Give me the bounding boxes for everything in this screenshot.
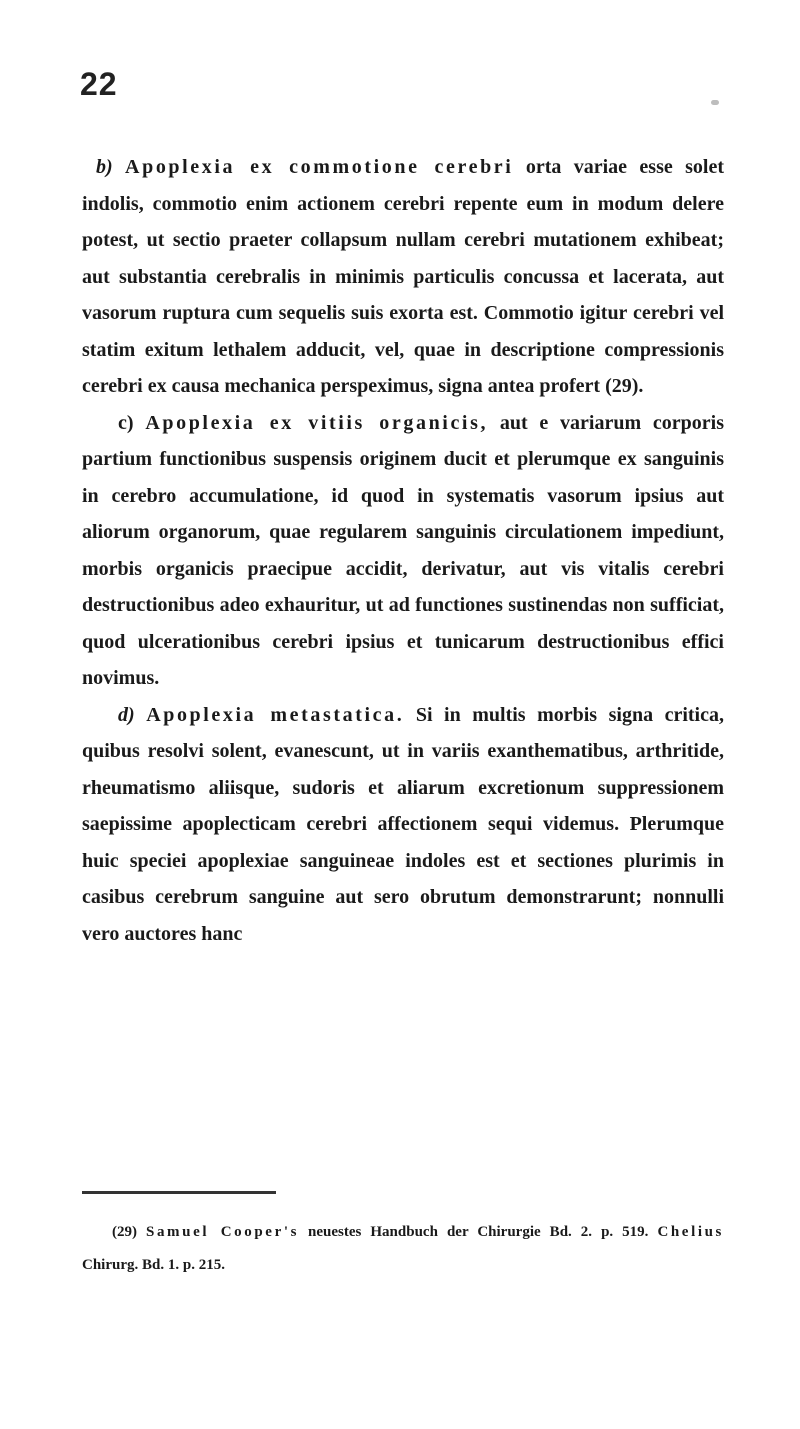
paragraph-c-text: aut e variarum corporis partium functionibus suspensis originem ducit et plerumque ex sanguinis in cerebro accumulatione, id quod in systematis vasorum ipsius aut aliorum organorum, quae regularem sanguinis circulationem impediunt, morbis organicis praecipue accidit, derivatur, aut vis vitalis cerebri destructionibus adeo exhauritur, ut ad functiones sustinendas non sufficiat, quod ulcerationibus cerebri ipsius et tunicarum destructionibus effici novimus. bbox=[82, 411, 725, 689]
footnote-author-chelius: Chelius bbox=[657, 1224, 724, 1240]
footnote bbox=[82, 1216, 724, 1282]
footnote-citation-chelius: Chirurg. Bd. 1. p. 215. bbox=[82, 1257, 225, 1273]
item-letter-c: c) bbox=[118, 411, 134, 434]
paragraph-b bbox=[82, 149, 724, 405]
section-heading-c: Apoplexia ex vitiis organicis, bbox=[145, 411, 489, 434]
footnote-divider bbox=[82, 1191, 276, 1194]
main-text bbox=[82, 149, 724, 952]
footnote-author-cooper: Samuel Cooper's bbox=[146, 1224, 300, 1240]
footnote-marker: (29) bbox=[112, 1224, 137, 1240]
section-heading-b: Apoplexia ex commotione cerebri bbox=[125, 156, 514, 178]
footnote-29 bbox=[82, 1216, 724, 1282]
page-number: 22 bbox=[80, 66, 118, 102]
paragraph-b-text: orta variae esse solet indolis, commotio enim actionem cerebri repente eum in modum delere potest, ut sectio praeter collapsum nullam cerebri mutationem exhibeat; aut substantia cerebralis in minimis particulis concussa et lacerata, aut vasorum ruptura cum sequelis suis exorta est. Commotio igitur cerebri vel statim exitum lethalem adducit, vel, quae in descriptione compressionis cerebri ex causa mechanica perspeximus, signa antea profert (29). bbox=[82, 156, 724, 397]
item-letter-d: d) bbox=[118, 703, 135, 726]
section-heading-d: Apoplexia metastatica. bbox=[146, 703, 405, 726]
item-letter-b: b) bbox=[96, 156, 113, 178]
paragraph-d bbox=[82, 697, 724, 953]
footnote-citation-cooper: neuestes Handbuch der Chirurgie Bd. 2. p. 519. bbox=[308, 1224, 649, 1240]
paragraph-c bbox=[82, 405, 724, 697]
paragraph-d-text: Si in multis morbis signa critica, quibus resolvi solent, evanescunt, ut in variis exanthematibus, arthritide, rheumatismo aliisque, sudoris et aliarum excretionum suppressionem saepissime apoplecticam cerebri affectionem sequi videmus. Plerumque huic speciei apoplexiae sanguineae indoles est et sectiones plurimis in casibus cerebrum sanguine aut sero obrutum demonstrarunt; nonnulli vero auctores hanc bbox=[82, 703, 724, 945]
ink-speck bbox=[711, 100, 719, 105]
